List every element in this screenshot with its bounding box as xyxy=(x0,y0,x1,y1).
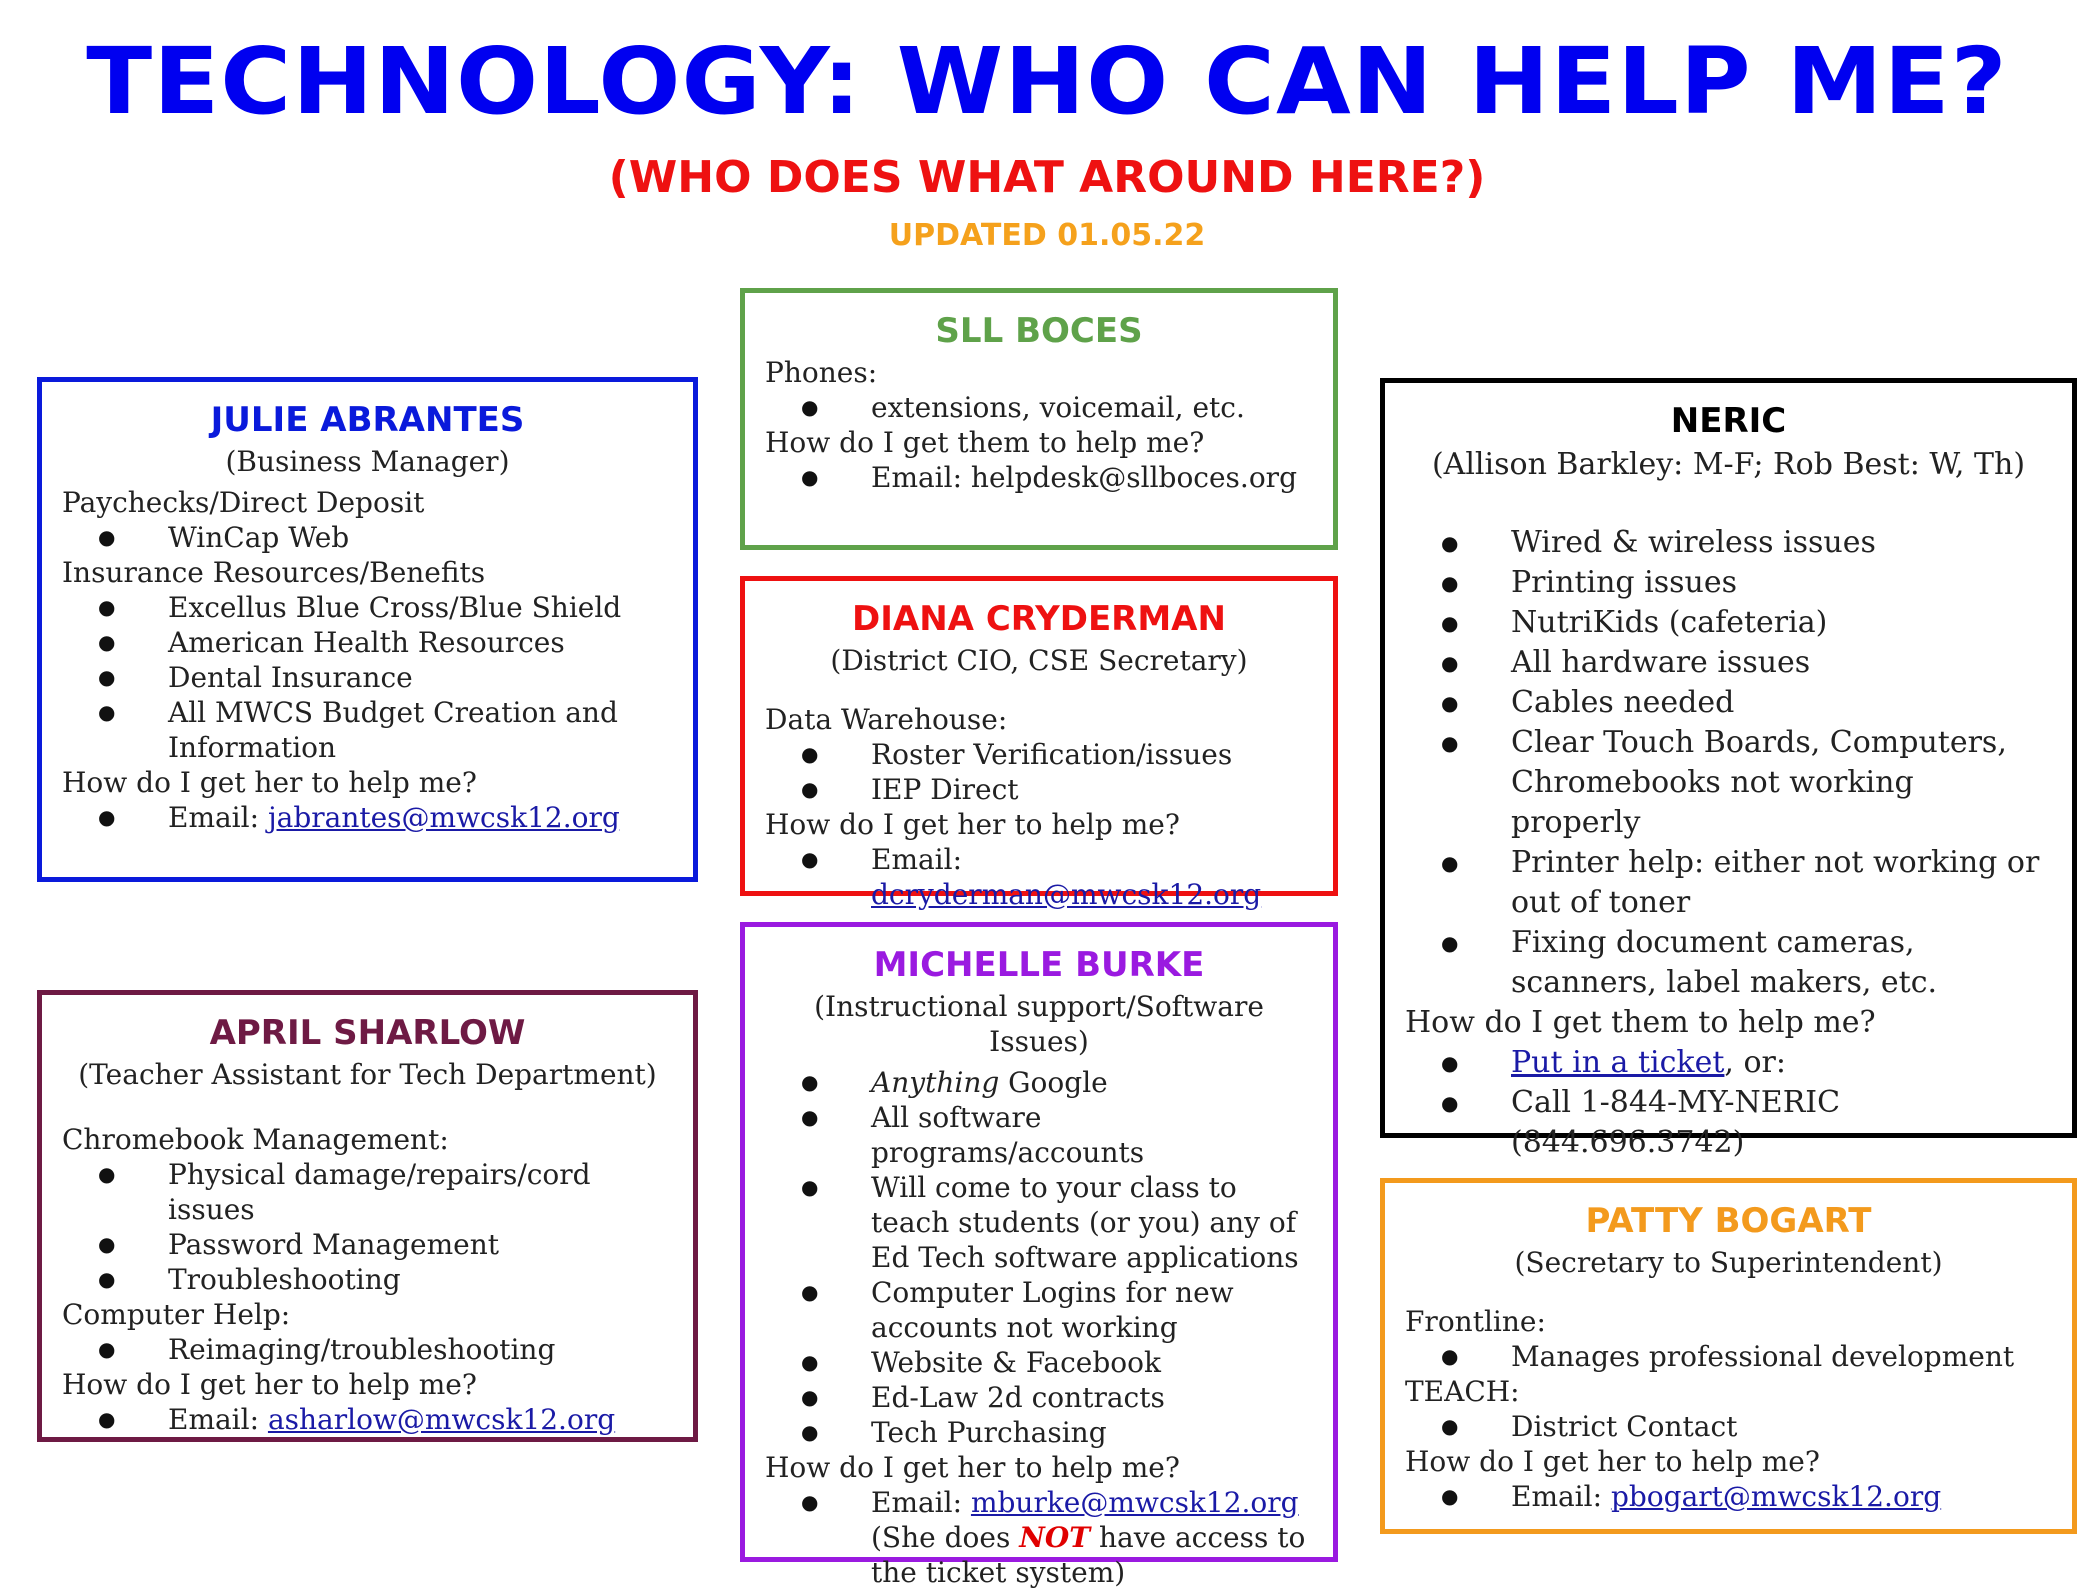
email-link[interactable]: asharlow@mwcsk12.org xyxy=(267,1403,616,1436)
card-michelle-burke xyxy=(740,922,1338,1589)
list-item: ● Computer Logins for new accounts not working xyxy=(765,1275,1313,1345)
list-item xyxy=(765,1485,1313,1590)
card-role: (District CIO, CSE Secretary) xyxy=(830,644,1248,677)
not-emphasis: NOT xyxy=(1019,1521,1091,1554)
list-item xyxy=(62,1402,673,1437)
list-item: ● WinCap Web xyxy=(62,520,673,555)
email-label: Email: xyxy=(871,843,963,876)
list-item: ● Ed-Law 2d contracts xyxy=(765,1380,1313,1415)
emphasis-text: Anything xyxy=(871,1066,1000,1099)
card-name: DIANA CRYDERMAN xyxy=(852,599,1226,639)
list-item: ● Wired & wireless issues xyxy=(1405,523,2052,563)
list-item: ● NutriKids (cafeteria) xyxy=(1405,603,2052,643)
page-subtitle: (WHO DOES WHAT AROUND HERE?) xyxy=(608,152,1486,203)
card-role: (Instructional support/Software Issues) xyxy=(814,990,1264,1058)
list-item: ● Troubleshooting xyxy=(62,1262,673,1297)
help-question: How do I get her to help me? xyxy=(62,766,477,799)
list-item: ● American Health Resources xyxy=(62,625,673,660)
item-list xyxy=(62,520,673,555)
note-text: have access to the ticket system) xyxy=(871,1521,1306,1589)
item-list xyxy=(765,1485,1313,1590)
email-link[interactable]: mburke@mwcsk12.org xyxy=(970,1486,1299,1519)
help-question: How do I get them to help me? xyxy=(1405,1005,1876,1040)
email-label: Email: xyxy=(871,1486,971,1519)
card-role: (Secretary to Superintendent) xyxy=(1514,1246,1943,1279)
email-label: Email: xyxy=(168,801,268,834)
item-list xyxy=(1405,1043,2052,1163)
card-role: (Business Manager) xyxy=(225,445,510,478)
item-list xyxy=(62,590,673,765)
list-item: ● District Contact xyxy=(1405,1409,2052,1444)
list-item xyxy=(765,1065,1313,1100)
item-list xyxy=(1405,523,2052,1003)
list-item: ● Excellus Blue Cross/Blue Shield xyxy=(62,590,673,625)
list-item: ● Will come to your class to teach students (or you) any of Ed Tech software applications xyxy=(765,1170,1313,1275)
list-item: ● IEP Direct xyxy=(765,772,1313,807)
item-text: Google xyxy=(999,1066,1108,1099)
item-list xyxy=(62,1157,673,1297)
card-patty-bogart xyxy=(1380,1178,2077,1534)
item-list xyxy=(62,1402,673,1437)
list-item: ● Website & Facebook xyxy=(765,1345,1313,1380)
list-item: ● Printer help: either not working or out of toner xyxy=(1405,843,2052,923)
item-list xyxy=(62,1332,673,1367)
section-heading: Computer Help: xyxy=(62,1298,291,1331)
list-item: ● All software programs/accounts xyxy=(765,1100,1313,1170)
list-item: ● All hardware issues xyxy=(1405,643,2052,683)
card-name: SLL BOCES xyxy=(935,311,1143,351)
list-item: ● Reimaging/troubleshooting xyxy=(62,1332,673,1367)
item-list xyxy=(765,1065,1313,1450)
card-diana-cryderman xyxy=(740,576,1338,911)
help-question: How do I get her to help me? xyxy=(765,1451,1180,1484)
item-list xyxy=(765,460,1313,495)
ticket-link[interactable]: Put in a ticket xyxy=(1511,1045,1725,1080)
card-name: APRIL SHARLOW xyxy=(209,1013,526,1053)
list-item xyxy=(1405,1479,2052,1514)
card-name: NERIC xyxy=(1670,401,1787,441)
card-neric xyxy=(1380,378,2077,1160)
section-heading: Data Warehouse: xyxy=(765,703,1008,736)
card-april-sharlow xyxy=(37,990,698,1442)
card-sll-boces xyxy=(740,288,1338,550)
list-item: ● Roster Verification/issues xyxy=(765,737,1313,772)
note-text: (She does xyxy=(871,1521,1020,1554)
list-item: ● Cables needed xyxy=(1405,683,2052,723)
item-list xyxy=(765,842,1313,912)
list-item: ● All MWCS Budget Creation and Information xyxy=(62,695,673,765)
list-item: ● Clear Touch Boards, Computers, Chromebooks not working properly xyxy=(1405,723,2052,843)
item-list xyxy=(765,737,1313,807)
email-link[interactable]: pbogart@mwcsk12.org xyxy=(1610,1480,1942,1513)
card-name: MICHELLE BURKE xyxy=(873,945,1205,985)
list-item: ● Tech Purchasing xyxy=(765,1415,1313,1450)
email-link[interactable]: jabrantes@mwcsk12.org xyxy=(267,801,620,834)
section-heading: Frontline: xyxy=(1405,1305,1546,1338)
list-item: ● Password Management xyxy=(62,1227,673,1262)
help-question: How do I get them to help me? xyxy=(765,426,1205,459)
list-item xyxy=(1405,1043,2052,1083)
item-list xyxy=(765,390,1313,425)
section-heading: Insurance Resources/Benefits xyxy=(62,556,486,589)
list-item: ● Dental Insurance xyxy=(62,660,673,695)
list-item: ● Email: helpdesk@sllboces.org xyxy=(765,460,1313,495)
list-item: ● Printing issues xyxy=(1405,563,2052,603)
list-item xyxy=(62,800,673,835)
card-julie-abrantes xyxy=(37,377,698,882)
section-heading: TEACH: xyxy=(1405,1375,1520,1408)
ticket-suffix: , or: xyxy=(1724,1045,1787,1080)
item-list xyxy=(62,800,673,835)
help-question: How do I get her to help me? xyxy=(1405,1445,1820,1478)
section-heading: Chromebook Management: xyxy=(62,1123,449,1156)
email-label: Email: xyxy=(168,1403,268,1436)
list-item: ● Call 1-844-MY-NERIC (844.696.3742) xyxy=(1405,1083,2052,1163)
email-link[interactable]: dcryderman@mwcsk12.org xyxy=(871,878,1262,911)
help-question: How do I get her to help me? xyxy=(765,808,1180,841)
updated-date: UPDATED 01.05.22 xyxy=(888,218,1206,253)
card-name: JULIE ABRANTES xyxy=(210,400,525,440)
section-heading: Phones: xyxy=(765,356,878,389)
list-item: ● Physical damage/repairs/cord issues xyxy=(62,1157,673,1227)
card-role: (Allison Barkley: M-F; Rob Best: W, Th) xyxy=(1431,447,2026,482)
list-item: ● Fixing document cameras, scanners, label makers, etc. xyxy=(1405,923,2052,1003)
card-name: PATTY BOGART xyxy=(1585,1201,1872,1241)
card-role: (Teacher Assistant for Tech Department) xyxy=(78,1058,657,1091)
item-list xyxy=(1405,1409,2052,1444)
email-label: Email: xyxy=(1511,1480,1611,1513)
section-heading: Paychecks/Direct Deposit xyxy=(62,486,425,519)
item-list xyxy=(1405,1479,2052,1514)
item-list xyxy=(1405,1339,2052,1374)
list-item xyxy=(765,842,1313,912)
page-title: TECHNOLOGY: WHO CAN HELP ME? xyxy=(86,28,2008,135)
help-question: How do I get her to help me? xyxy=(62,1368,477,1401)
list-item: ● Manages professional development xyxy=(1405,1339,2052,1374)
list-item: ● extensions, voicemail, etc. xyxy=(765,390,1313,425)
